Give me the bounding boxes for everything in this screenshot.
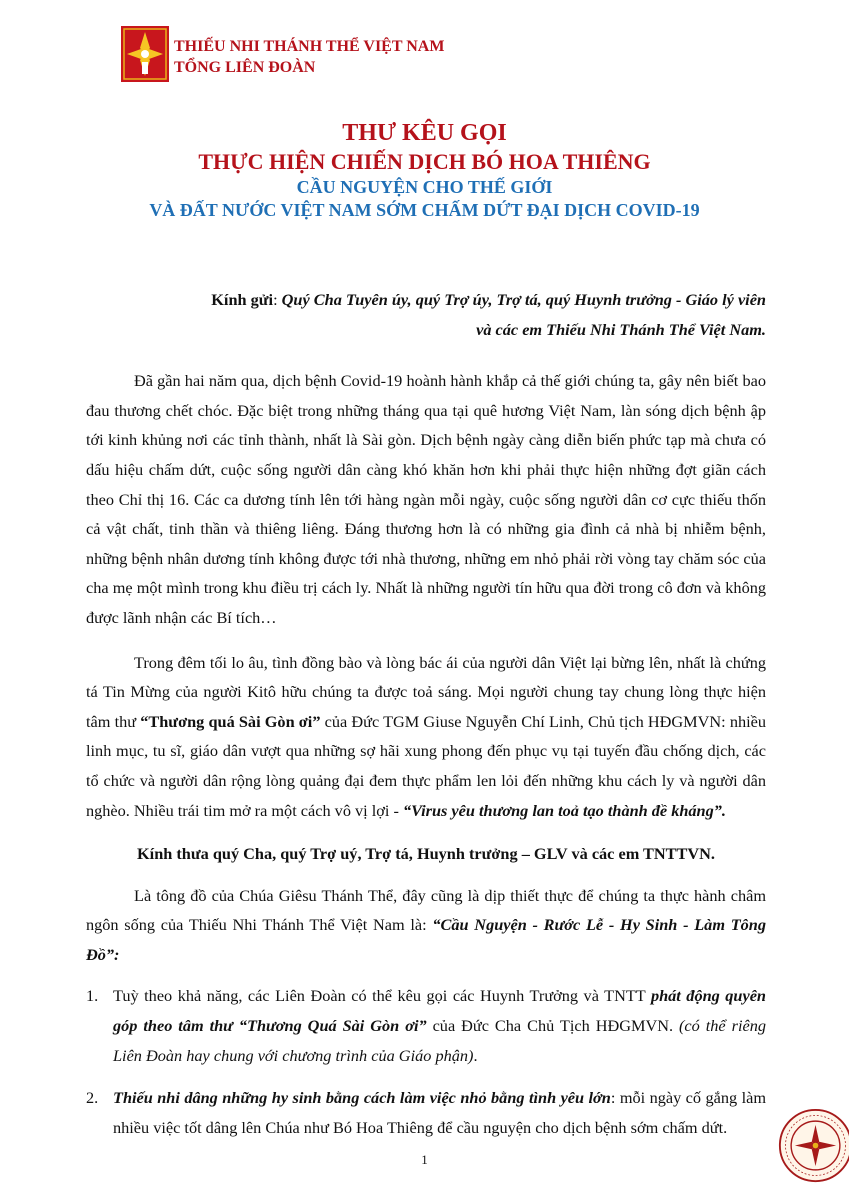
- list-item-text: : mỗi ngày cố gắng làm nhiều việc tốt dâng lên Chúa như Bó Hoa Thiêng để cầu nguyện cho dịch bệnh sớm chấm dứt.: [113, 1088, 767, 1137]
- paragraph-2-part1: Trong đêm tối lo âu, tình đồng bào và lòng bác ái của người dân Việt lại bừng lên, nhất là chứng tá Tin Mừng của người Kitô hữu chúng ta được toả sáng. Mọi người chung tay chung lòng thực hiện tâm thư: [86, 652, 766, 731]
- list-item-bold: phát động quyên góp theo tâm thư “Thương Quá Sài Gòn ơi”: [113, 986, 766, 1036]
- paragraph-1: Đã gần hai năm qua, dịch bệnh Covid-19 hoành hành khắp cả thế giới chúng ta, gây nên biết bao đau thương chết chóc. Đặc biệt trong những tháng qua tại quê hương Việt Nam, làn sóng dịch bệnh ập tới kinh khủng nơi các tỉnh thành, nhất là Sài gòn. Dịch bệnh ngày càng diễn biến phức tạp mà chưa có dấu hiệu chấm dứt, cuộc sống người dân càng khó khăn hơn khi phải thực hiện những đợt giãn cách theo Chỉ thị 16. Các ca dương tính lên tới hàng ngàn mỗi ngày, cuộc sống người dân cơ cực thiếu thốn cả vật chất, tinh thần và thiêng liêng. Đáng thương hơn là có những gia đình cả nhà bị nhiễm bệnh, những bệnh nhân dương tính không được tới nhà thương, những em nhỏ phải rời vòng tay chăm sóc của cha mẹ một mình trong khu điều trị cách ly. Nhất là những người tín hữu qua đời trong cô đơn và không được lãnh nhận các Bí tích…: [86, 371, 766, 627]
- list-item-bold: Thiếu nhi dâng những hy sinh bằng cách làm việc nhỏ bằng tình yêu lớn: [113, 1088, 611, 1108]
- title-line2: THỰC HIỆN CHIẾN DỊCH BÓ HOA THIÊNG: [198, 149, 651, 174]
- addressee-label: Kính gửi: [211, 290, 274, 309]
- organization-seal-icon: [778, 1108, 849, 1183]
- paragraph-3-part1: Là tông đồ của Chúa Giêsu Thánh Thể, đây cũng là dịp thiết thực để chúng ta thực hành châm ngôn sống của Thiếu Nhi Thánh Thể Việt Nam là:: [86, 885, 766, 935]
- org-name-line1: THIẾU NHI THÁNH THỂ VIỆT NAM: [174, 38, 445, 55]
- list-item-end: .: [473, 1045, 478, 1065]
- paragraph-3: [86, 881, 766, 970]
- paragraph-2-letter-title: “Thương quá Sài Gòn ơi”: [140, 711, 321, 731]
- tntt-cross-logo-icon: [121, 26, 169, 82]
- list-item-text: của Đức Cha Chủ Tịch HĐGMVN.: [426, 1016, 680, 1036]
- list-item-number: 2.: [86, 1088, 99, 1108]
- addressee: Kính gửi: Quý Cha Tuyên úy, quý Trợ úy, Trợ tá, quý Huynh trưởng - Giáo lý viên và các em Thiếu Nhi Thánh Thể Việt Nam.: [211, 290, 766, 339]
- action-list: [86, 981, 766, 1142]
- salutation: Kính thưa quý Cha, quý Trợ uý, Trợ tá, Huynh trưởng – GLV và các em TNTTVN.: [137, 844, 715, 864]
- paragraph-3-motto: “Cầu Nguyện - Rước Lễ - Hy Sinh - Làm Tông Đồ”:: [86, 915, 767, 964]
- addressee-line1: Quý Cha Tuyên úy, quý Trợ úy, Trợ tá, quý Huynh trưởng - Giáo lý viên: [281, 290, 766, 309]
- letter-title: [0, 118, 849, 222]
- list-item: [86, 981, 766, 1070]
- addressee-line2: và các em Thiếu Nhi Thánh Thể Việt Nam.: [476, 319, 766, 339]
- page-number: 1: [421, 1152, 428, 1167]
- list-item-note: (có thể riêng Liên Đoàn hay chung với chương trình của Giáo phận): [113, 1016, 766, 1065]
- paragraph-2: [86, 648, 766, 826]
- list-item-text: Tuỳ theo khả năng, các Liên Đoàn có thể kêu gọi các Huynh Trưởng và TNTT: [113, 986, 651, 1006]
- organization-name: [174, 36, 444, 78]
- paragraph-2-quote: “Virus yêu thương lan toả tạo thành đề kháng”.: [403, 800, 726, 820]
- title-line4: VÀ ĐẤT NƯỚC VIỆT NAM SỚM CHẤM DỨT ĐẠI DỊCH COVID-19: [149, 200, 700, 220]
- paragraph-2-part2: của Đức TGM Giuse Nguyễn Chí Linh, Chủ tịch HĐGMVN: nhiều linh mục, tu sĩ, giáo dân vượt qua những sợ hãi xung phong đến phục vụ tại tuyến đầu chống dịch, các tổ chức và người dân rộng lòng quảng đại đem thực phẩm len lỏi đến những khu cách ly và người dân nghèo. Nhiều trái tim mở ra một cách vô vị lợi -: [86, 711, 767, 820]
- title-line1: THƯ KÊU GỌI: [342, 120, 507, 146]
- list-item: [86, 1083, 766, 1142]
- org-name-line2: TỔNG LIÊN ĐOÀN: [174, 59, 316, 76]
- title-line3: CẦU NGUYỆN CHO THẾ GIỚI: [296, 177, 553, 197]
- letter-body: [86, 285, 766, 1142]
- list-item-number: 1.: [86, 986, 99, 1006]
